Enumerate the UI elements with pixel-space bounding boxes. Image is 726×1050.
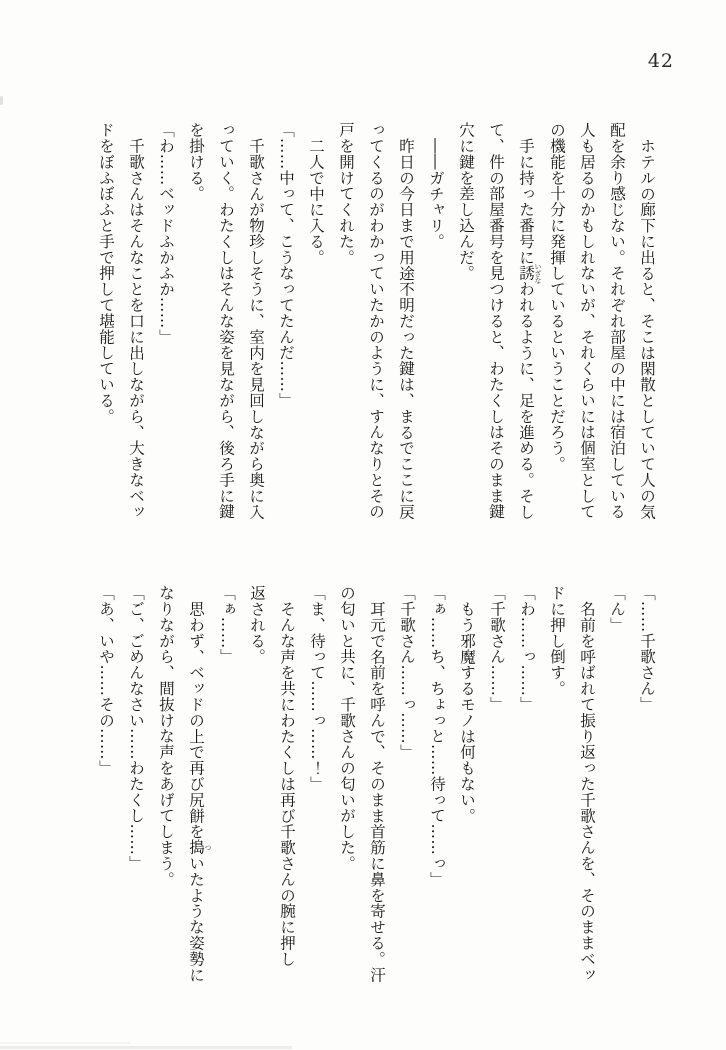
furigana-ruby: 誘 いざな bbox=[517, 262, 542, 284]
text-line: 千歌さんはそんなことを口に出しながら、大きなベッ bbox=[127, 137, 145, 520]
text-line: 「わ……っ……」 bbox=[518, 585, 536, 713]
text-block-upper bbox=[91, 122, 662, 522]
text-line: の機能を十分に発揮しているということだろう。 bbox=[548, 122, 566, 472]
text-line: 人も居るのかもしれないが、それくらいには個室として bbox=[578, 122, 596, 520]
text-line: 千歌さんが物珍しそうに、室内を見回しながら奥に入 bbox=[247, 137, 265, 520]
text-line: 「ご、ごめんなさい……わたくし……」 bbox=[127, 585, 145, 872]
text-line: を掛ける。 bbox=[187, 122, 205, 202]
text-line: 返される。 bbox=[248, 585, 266, 665]
text-line: ホテルの廊下に出ると、そこは閑散としていて人の気 bbox=[638, 137, 656, 520]
text-line: 「ぁ……」 bbox=[218, 585, 236, 665]
text-line: なりながら、間抜けな声をあげてしまう。 bbox=[157, 585, 175, 888]
text-line: っていく。わたくしはそんな姿を見ながら、後ろ手に鍵 bbox=[217, 122, 235, 520]
text-line: 「……中って、こうなってたんだ……」 bbox=[277, 122, 295, 409]
text-line: 「……千歌さん」 bbox=[638, 585, 656, 713]
text-line: もう邪魔するモノは何もない。 bbox=[458, 600, 476, 824]
text-line: 思わず、ベッドの上で再び尻餅を搗 ついたような姿勢に bbox=[187, 600, 212, 983]
text-block-lower bbox=[91, 585, 662, 985]
text-line: ドに押し倒す。 bbox=[548, 585, 566, 697]
text-line: ってくるのがわかっていたかのように、すんなりとその bbox=[367, 122, 385, 520]
text-line: 二人で中に入る。 bbox=[307, 137, 325, 265]
text-line: 「千歌さん……っ……」 bbox=[398, 585, 416, 760]
text-line: 耳元で名前を呼んで、そのまま首筋に鼻を寄せる。汗 bbox=[368, 600, 386, 983]
text-line: ドをぼふぼふと手で押して堪能している。 bbox=[97, 122, 115, 425]
text-line: 「わ……ベッドふかふか……」 bbox=[157, 122, 175, 345]
text-line: そんな声を共にわたくしは再び千歌さんの腕に押し bbox=[278, 600, 296, 967]
text-line: 名前を呼ばれて振り返った千歌さんを、そのままベッ bbox=[578, 600, 596, 983]
text-line: て、件の部屋番号を見つけると、わたくしはそのまま鍵 bbox=[487, 122, 505, 520]
text-line: 手に持った番号に誘 いざなわれるように、足を進める。そし bbox=[517, 137, 542, 520]
scan-artifact bbox=[0, 1042, 130, 1044]
text-line: の匂いと共に、千歌さんの匂いがした。 bbox=[338, 585, 356, 872]
text-line: 「あ、いや……その……」 bbox=[97, 585, 115, 776]
text-line: 「千歌さん……」 bbox=[488, 585, 506, 713]
text-line: 昨日の今日まで用途不明だった鍵は、まるでここに戻 bbox=[397, 137, 415, 520]
text-line: 「ぁ……ち、ちょっと……待って……っ」 bbox=[428, 585, 446, 888]
text-line: 戸を開けてくれた。 bbox=[337, 122, 355, 266]
text-line: 「ま、待って……っ……！」 bbox=[308, 585, 326, 792]
page-number: 42 bbox=[647, 50, 674, 72]
text-line: 穴に鍵を差し込んだ。 bbox=[457, 122, 475, 281]
furigana-ruby: 搗 つ bbox=[187, 839, 212, 855]
text-line: ――ガチャリ。 bbox=[427, 137, 445, 249]
scan-artifact bbox=[0, 96, 3, 105]
text-line: 配を余り感じない。それぞれ部屋の中には宿泊している bbox=[608, 122, 626, 520]
text-line: 「ん」 bbox=[608, 585, 626, 633]
scan-artifact bbox=[0, 1046, 292, 1049]
